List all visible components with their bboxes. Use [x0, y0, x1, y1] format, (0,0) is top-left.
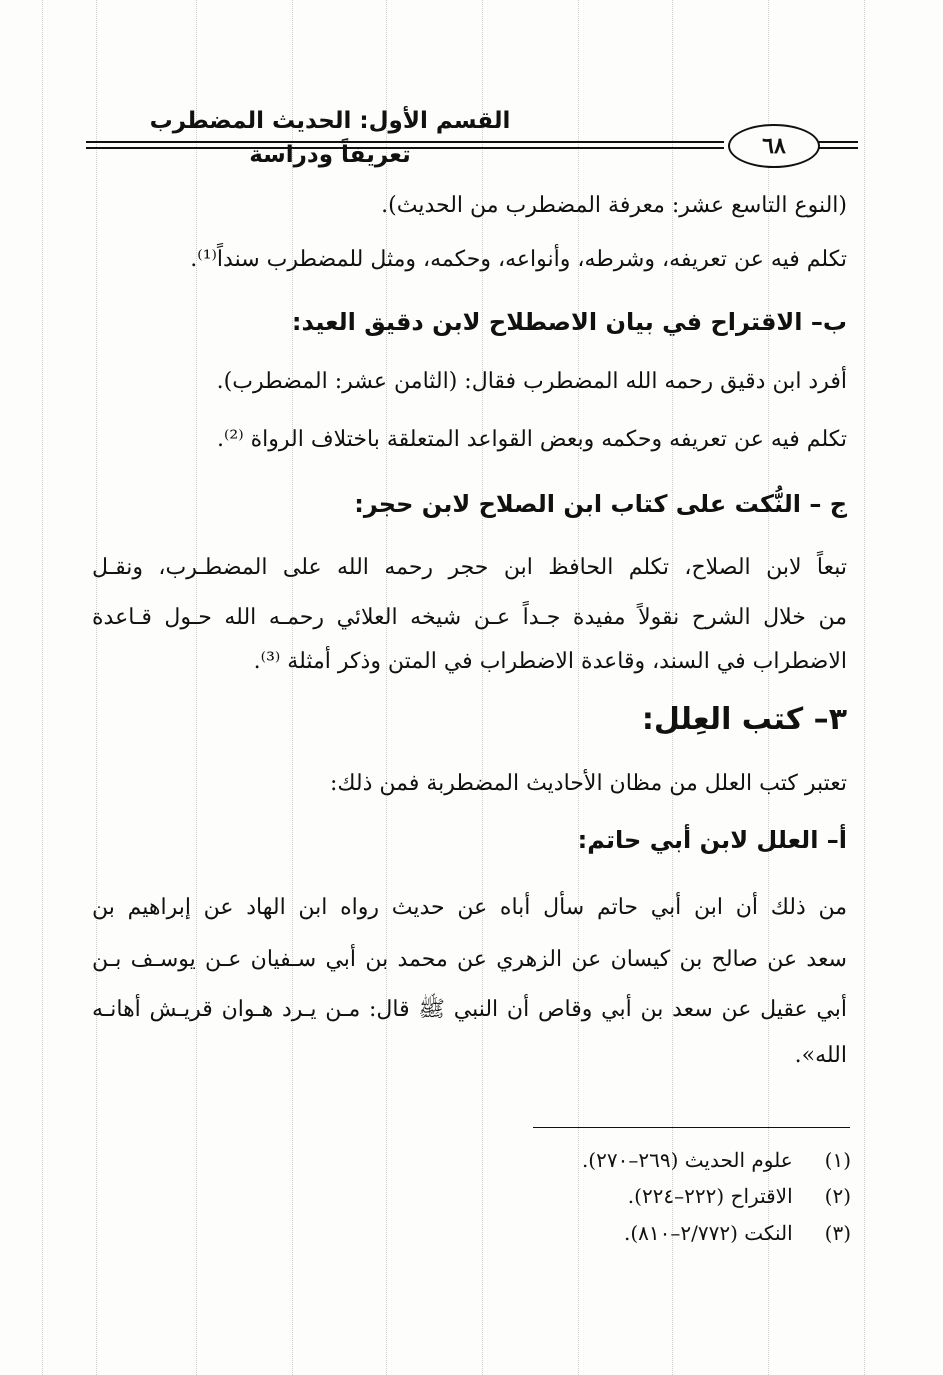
body-line: تبعاً لابن الصلاح، تكلم الحافظ ابن حجر رحمه الله على المضطـرب، ونقـل: [92, 555, 847, 580]
section-heading: ج – النُّكت على كتاب ابن الصلاح لابن حجر:: [354, 490, 847, 518]
section-heading: ب– الاقتراح في بيان الاصطلاح لابن دقيق العيد:: [291, 308, 847, 336]
scan-guide-line: [42, 0, 43, 1375]
chapter-heading: ٣– كتب العِلل:: [641, 702, 847, 737]
footnote-separator: [533, 1127, 850, 1128]
scan-guide-line: [96, 0, 97, 1375]
header-rule-right-bottom: [814, 147, 858, 149]
body-line: تكلم فيه عن تعريفه، وشرطه، وأنواعه، وحكمه، ومثل للمضطرب سنداً⁽¹⁾.: [190, 247, 847, 272]
body-line: الاضطراب في السند، وقاعدة الاضطراب في المتن وذكر أمثلة ⁽³⁾.: [253, 649, 847, 674]
body-line: من خلال الشرح نقولاً مفيدة جـداً عـن شيخه العلائي رحمـه الله حـول قـاعدة: [92, 605, 847, 630]
scan-guide-line: [864, 0, 865, 1375]
body-line: الله».: [794, 1043, 847, 1068]
scan-guide-line: [196, 0, 197, 1375]
body-line: أبي عقيل عن سعد بن أبي وقاص أن النبي ﷺ قال: مـن يـرد هـوان قريـش أهانـه: [92, 997, 847, 1022]
header-rule-right-top: [814, 141, 858, 143]
body-line: سعد عن صالح بن كيسان عن الزهري عن محمد بن أبي سـفيان عـن يوسـف بـن: [92, 947, 847, 972]
running-header-title: القسم الأول: الحديث المضطرب تعريفاً ودراسة: [149, 108, 511, 168]
footnote-text: علوم الحديث (٢٦٩–٢٧٠).: [581, 1148, 793, 1172]
footnote: [628, 1180, 851, 1212]
body-line: (النوع التاسع عشر: معرفة المضطرب من الحديث).: [381, 193, 847, 218]
body-line: من ذلك أن ابن أبي حاتم سأل أباه عن حديث رواه ابن الهاد عن إبراهيم بن: [92, 895, 847, 920]
footnote: [582, 1144, 851, 1176]
section-heading: أ– العلل لابن أبي حاتم:: [577, 826, 847, 854]
body-line: أفرد ابن دقيق رحمه الله المضطرب فقال: (الثامن عشر: المضطرب).: [216, 369, 847, 394]
footnote-number: (٢): [824, 1184, 851, 1208]
header-rule-bottom: [86, 147, 724, 149]
footnote-text: الاقتراح (٢٢٢–٢٢٤).: [627, 1184, 793, 1208]
body-line: تكلم فيه عن تعريفه وحكمه وبعض القواعد المتعلقة باختلاف الرواة ⁽²⁾.: [216, 427, 847, 452]
body-line: تعتبر كتب العلل من مظان الأحاديث المضطربة فمن ذلك:: [329, 771, 847, 796]
footnote: [624, 1217, 851, 1249]
footnote-text: النكت (٢/٧٧٢–٨١٠).: [623, 1221, 793, 1245]
page-number: ٦٨: [728, 124, 820, 168]
footnote-number: (٣): [824, 1221, 851, 1245]
scan-guide-line: [292, 0, 293, 1375]
header-rule-top: [86, 141, 724, 143]
footnote-number: (١): [824, 1148, 851, 1172]
